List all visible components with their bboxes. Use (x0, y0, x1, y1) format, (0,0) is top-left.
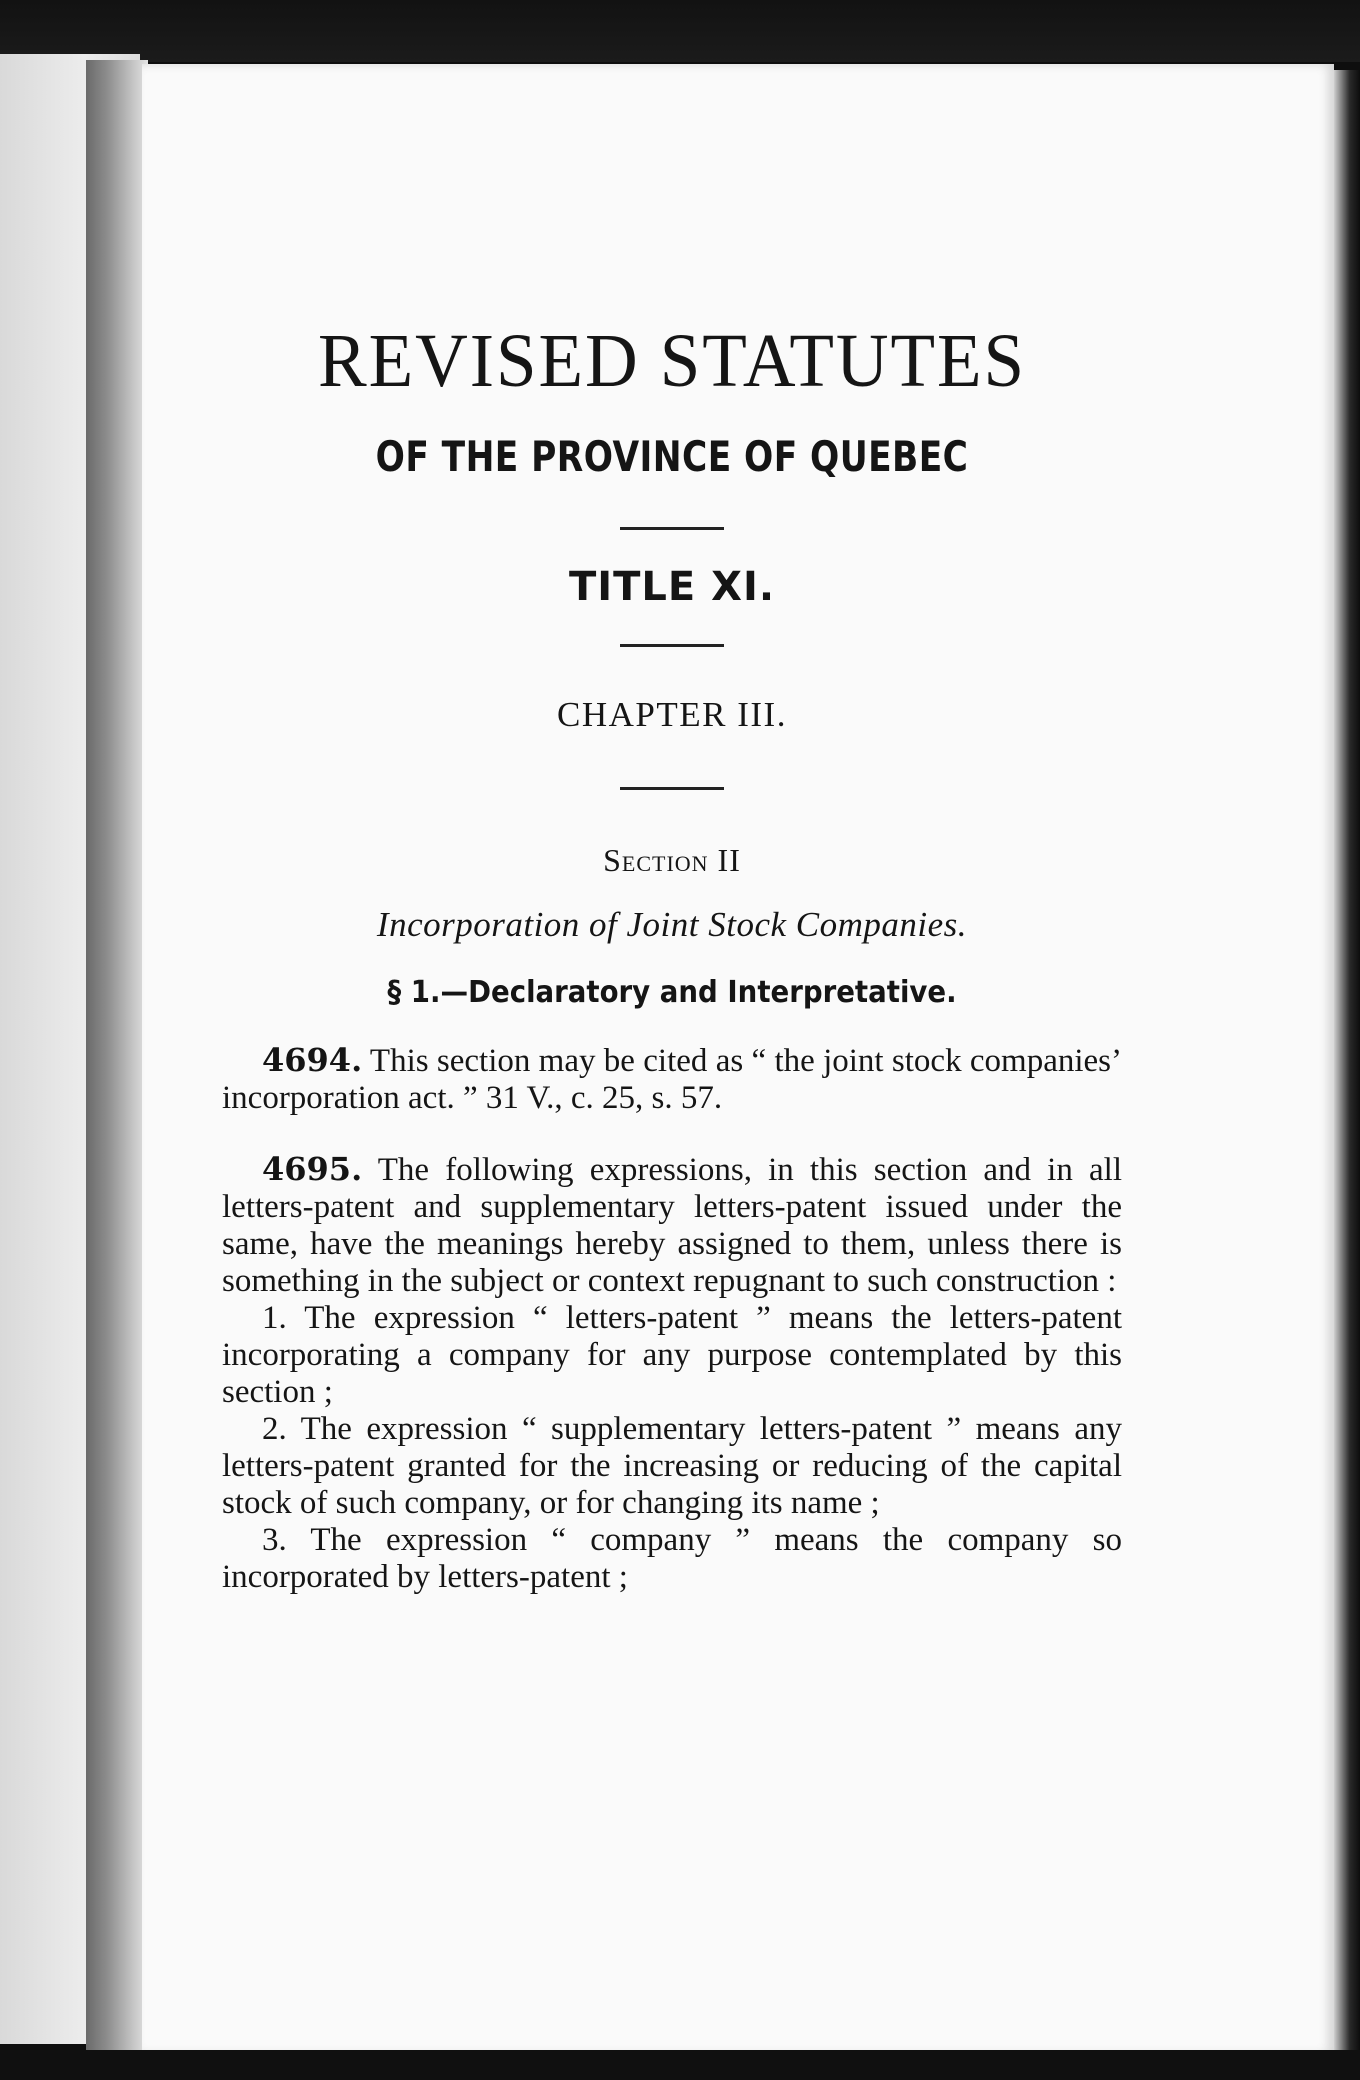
definition-item: 3. The expression “ company ” means the company so incorporated by letters-patent ; (222, 1521, 1122, 1595)
document-title: REVISED STATUTES (318, 319, 1026, 403)
article-number: 4695. (262, 1149, 363, 1188)
title-number: TITLE XI. (568, 563, 776, 610)
article-number: 4694. (262, 1040, 363, 1079)
page-right-edge-shadow (1334, 70, 1360, 2050)
scan-top-border (0, 0, 1360, 62)
divider-rule (620, 644, 724, 647)
definition-item: 1. The expression “ letters-patent ” means the letters-patent incorporating a company for any purpose contemplated by this section ; (222, 1299, 1122, 1410)
divider-rule (620, 787, 724, 790)
article-4695 (222, 1151, 1122, 1300)
document-subtitle: OF THE PROVINCE OF QUEBEC (375, 431, 969, 481)
definition-item: 2. The expression “ supplementary letters-patent ” means any letters-patent granted for the increasing or reducing of the capital stock of such company, or for changing its name ; (222, 1410, 1122, 1521)
scan-bottom-border (0, 2050, 1360, 2080)
article-4694 (222, 1042, 1122, 1117)
chapter-heading: CHAPTER III. (557, 694, 787, 734)
divider-rule (620, 527, 724, 530)
page-text-block (222, 320, 1122, 1596)
article-text: The following expressions, in this section and in all letters-patent and supplementary letters-patent issued under the same, have the meanings hereby assigned to them, unless there is something in the subject or context repugnant to such construction : (222, 1151, 1122, 1299)
section-subtitle: Incorporation of Joint Stock Companies. (376, 904, 968, 944)
article-text: This section may be cited as “ the joint stock companies’ incorporation act. ” 31 V., c. 25, s. 57. (222, 1042, 1122, 1116)
paragraph-heading: § 1.—Declaratory and Interpretative. (387, 974, 957, 1010)
book-gutter-shadow (86, 60, 148, 2050)
section-heading: Section II (603, 841, 741, 878)
